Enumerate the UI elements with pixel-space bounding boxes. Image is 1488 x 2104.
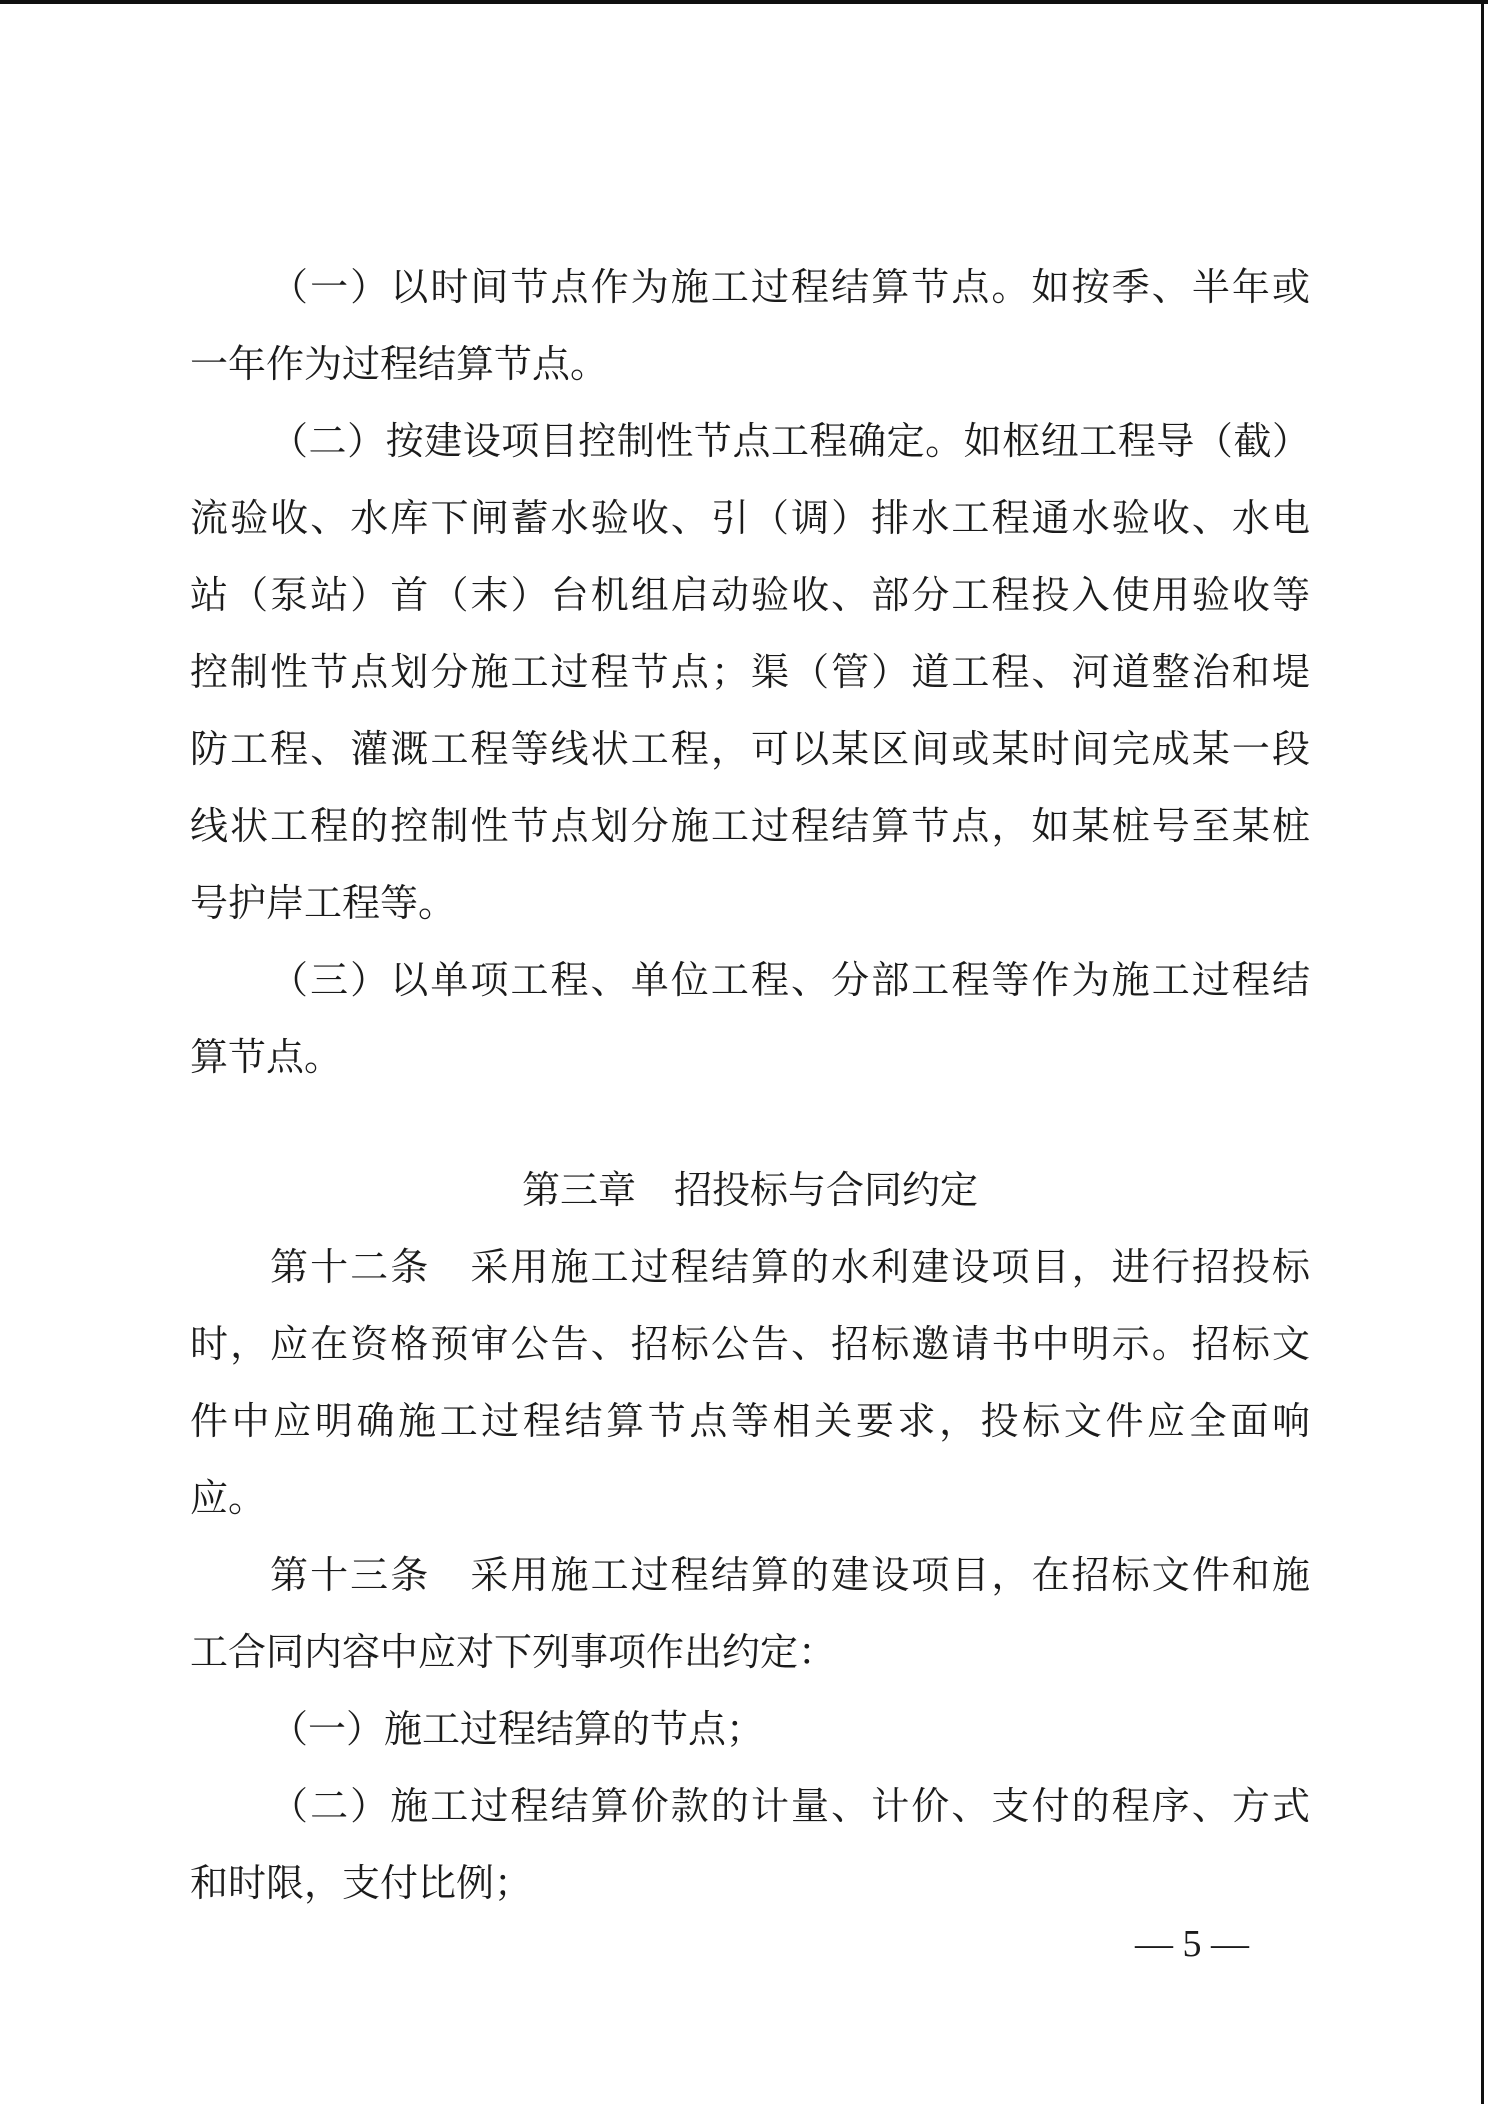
text-line: 第十三条 采用施工过程结算的建设项目，在招标文件和施 xyxy=(270,1555,1310,1597)
text-line: 防工程、灌溉工程等线状工程，可以某区间或某时间完成某一段 xyxy=(190,729,1310,771)
text-line: 算节点。 xyxy=(190,1037,343,1079)
text-line: 时，应在资格预审公告、招标公告、招标邀请书中明示。招标文 xyxy=(190,1324,1310,1366)
text-line: 号护岸工程等。 xyxy=(190,883,457,925)
paragraph-item-3 xyxy=(190,943,1310,1097)
page-top-edge-line xyxy=(0,0,1488,4)
text-line: 第十二条 采用施工过程结算的水利建设项目，进行招投标 xyxy=(270,1247,1310,1289)
text-line: 流验收、水库下闸蓄水验收、引（调）排水工程通水验收、水电 xyxy=(190,498,1310,540)
paragraph-list-item-1 xyxy=(190,1692,1310,1769)
document-body xyxy=(190,250,1310,1923)
page-right-edge-line xyxy=(1481,0,1484,2104)
paragraph-list-item-2 xyxy=(190,1769,1310,1923)
text-line: 和时限，支付比例； xyxy=(190,1863,533,1905)
text-line: （一）以时间节点作为施工过程结算节点。如按季、半年或 xyxy=(270,267,1310,309)
text-line: （一）施工过程结算的节点； xyxy=(270,1709,765,1751)
paragraph-article-12 xyxy=(190,1230,1310,1538)
text-line: 控制性节点划分施工过程节点；渠（管）道工程、河道整治和堤 xyxy=(190,652,1310,694)
text-line: 工合同内容中应对下列事项作出约定： xyxy=(190,1632,837,1674)
text-line: 线状工程的控制性节点划分施工过程结算节点，如某桩号至某桩 xyxy=(190,806,1310,848)
text-line: 件中应明确施工过程结算节点等相关要求，投标文件应全面响 xyxy=(190,1401,1310,1443)
text-line: 一年作为过程结算节点。 xyxy=(190,344,609,386)
text-line: （二）施工过程结算价款的计量、计价、支付的程序、方式 xyxy=(270,1786,1310,1828)
paragraph-item-2 xyxy=(190,404,1310,943)
page-number: — 5 — xyxy=(1135,1923,1249,1965)
text-line: （三）以单项工程、单位工程、分部工程等作为施工过程结 xyxy=(270,960,1310,1002)
text-line: 站（泵站）首（末）台机组启动验收、部分工程投入使用验收等 xyxy=(190,575,1310,617)
text-line: （二）按建设项目控制性节点工程确定。如枢纽工程导（截） xyxy=(270,421,1310,463)
paragraph-item-1 xyxy=(190,250,1310,404)
chapter-heading: 第三章 招投标与合同约定 xyxy=(521,1170,978,1212)
paragraph-article-13 xyxy=(190,1538,1310,1692)
text-line: 应。 xyxy=(190,1478,267,1520)
